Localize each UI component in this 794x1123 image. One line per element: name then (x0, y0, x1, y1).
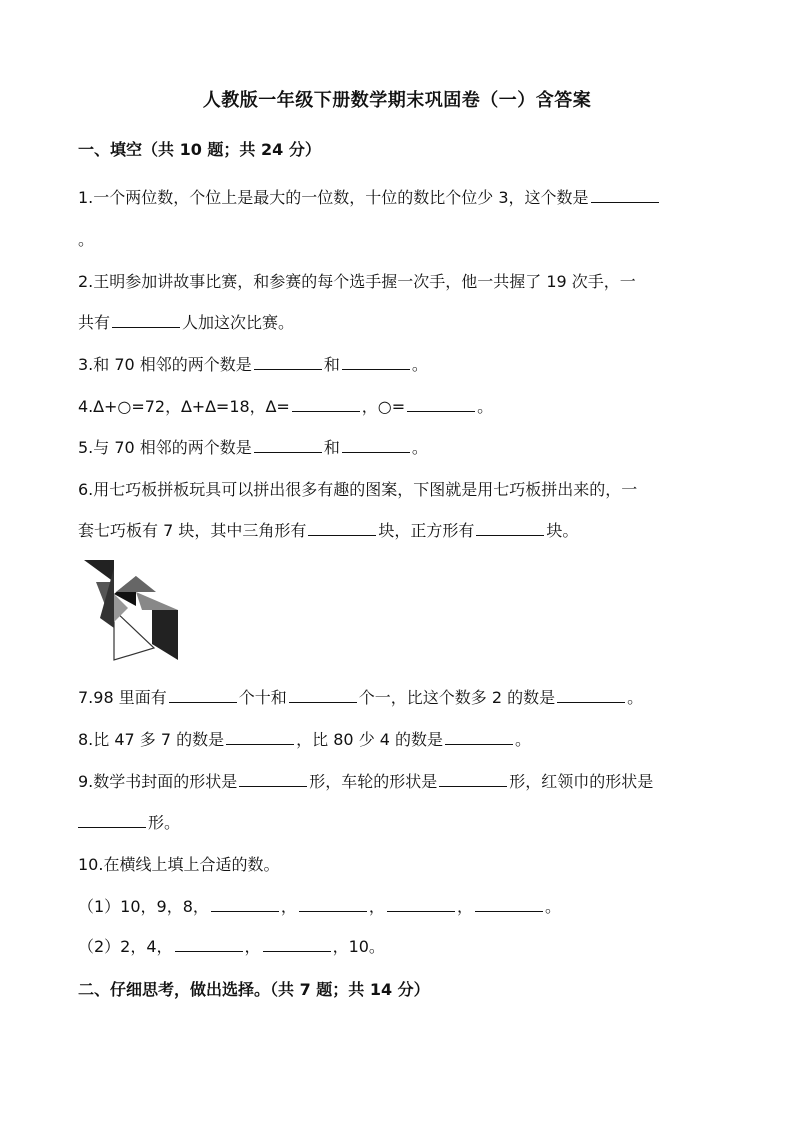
question-3-and: 和 (323, 355, 340, 374)
answer-blank[interactable] (476, 521, 544, 536)
section-heading-fill-in: 一、填空（共 10 题；共 24 分） (78, 140, 321, 159)
question-3-text: 3.和 70 相邻的两个数是 (78, 355, 252, 374)
tangram-figure (82, 558, 182, 662)
answer-blank[interactable] (254, 355, 322, 370)
question-1-end (78, 230, 94, 250)
answer-blank[interactable] (263, 937, 331, 952)
separator: ， (280, 897, 297, 916)
question-10-part-1 (78, 897, 561, 917)
answer-blank[interactable] (557, 688, 625, 703)
question-10-part-2 (78, 937, 385, 957)
question-8-text-b: ，比 80 少 4 的数是 (296, 730, 444, 749)
question-1-end-text: 。 (78, 230, 95, 249)
answer-blank[interactable] (475, 897, 543, 912)
answer-blank[interactable] (292, 397, 360, 412)
question-7-text-b: 个十和 (238, 688, 287, 707)
question-6 (78, 480, 637, 500)
question-9-end: 形。 (148, 813, 181, 832)
question-10-text: 10.在横线上填上合适的数。 (78, 855, 280, 874)
question-9-text-c: 形，红领巾的形状是 (509, 772, 654, 791)
question-1-text: 1.一个两位数，个位上是最大的一位数，十位的数比个位少 3，这个数是 (78, 188, 589, 207)
question-6-text-b: 套七巧板有 7 块，其中三角形有 (78, 521, 307, 540)
question-4 (78, 397, 493, 417)
answer-blank[interactable] (445, 730, 513, 745)
answer-blank[interactable] (175, 937, 243, 952)
answer-blank[interactable] (308, 521, 376, 536)
section-heading-choice: 二、仔细思考，做出选择。（共 7 题；共 14 分） (78, 980, 430, 999)
question-5 (78, 438, 428, 458)
answer-blank[interactable] (239, 772, 307, 787)
question-1 (78, 188, 661, 208)
question-2-text-b: 共有 (78, 313, 111, 332)
question-8 (78, 730, 531, 750)
question-2-text-c: 人加这次比赛。 (182, 313, 295, 332)
answer-blank[interactable] (439, 772, 507, 787)
question-6-cont (78, 521, 578, 541)
question-7 (78, 688, 643, 708)
question-7-text-c: 个一，比这个数多 2 的数是 (358, 688, 556, 707)
answer-blank[interactable] (112, 313, 180, 328)
answer-blank[interactable] (211, 897, 279, 912)
question-9 (78, 772, 653, 792)
answer-blank[interactable] (407, 397, 475, 412)
question-8-end: 。 (515, 730, 532, 749)
question-5-end: 。 (411, 438, 428, 457)
question-9-cont (78, 813, 180, 833)
answer-blank[interactable] (299, 897, 367, 912)
question-6-text-c: 块，正方形有 (378, 521, 475, 540)
question-6-text-d: 块。 (546, 521, 579, 540)
question-10-2-end: ，10。 (332, 937, 385, 956)
question-7-end: 。 (627, 688, 644, 707)
answer-blank[interactable] (342, 438, 410, 453)
question-8-text: 8.比 47 多 7 的数是 (78, 730, 225, 749)
question-10-2-text: （2）2，4， (78, 937, 173, 956)
question-4-end: 。 (477, 397, 494, 416)
separator: ， (368, 897, 385, 916)
question-3 (78, 355, 428, 375)
question-7-text: 7.98 里面有 (78, 688, 167, 707)
answer-blank[interactable] (342, 355, 410, 370)
question-2-text: 2.王明参加讲故事比赛，和参赛的每个选手握一次手，他一共握了 19 次手，一 (78, 272, 636, 291)
answer-blank[interactable] (78, 813, 146, 828)
question-4-text: 4.∆+○=72，∆+∆=18，∆= (78, 397, 290, 416)
question-10 (78, 855, 279, 875)
separator: ， (456, 897, 473, 916)
question-5-text: 5.与 70 相邻的两个数是 (78, 438, 252, 457)
answer-blank[interactable] (289, 688, 357, 703)
question-3-end: 。 (411, 355, 428, 374)
question-2 (78, 272, 636, 292)
question-9-text-b: 形，车轮的形状是 (309, 772, 438, 791)
question-6-text: 6.用七巧板拼板玩具可以拼出很多有趣的图案，下图就是用七巧板拼出来的，一 (78, 480, 638, 499)
question-5-and: 和 (323, 438, 340, 457)
answer-blank[interactable] (591, 188, 659, 203)
answer-blank[interactable] (387, 897, 455, 912)
question-4-mid: ，○= (361, 397, 406, 416)
page-title: 人教版一年级下册数学期末巩固卷（一）含答案 (202, 90, 592, 111)
answer-blank[interactable] (226, 730, 294, 745)
question-9-text: 9.数学书封面的形状是 (78, 772, 238, 791)
question-2-cont (78, 313, 294, 333)
question-10-1-text: （1）10，9，8， (78, 897, 209, 916)
separator: ， (244, 937, 261, 956)
question-10-1-end: 。 (544, 897, 561, 916)
answer-blank[interactable] (254, 438, 322, 453)
answer-blank[interactable] (169, 688, 237, 703)
